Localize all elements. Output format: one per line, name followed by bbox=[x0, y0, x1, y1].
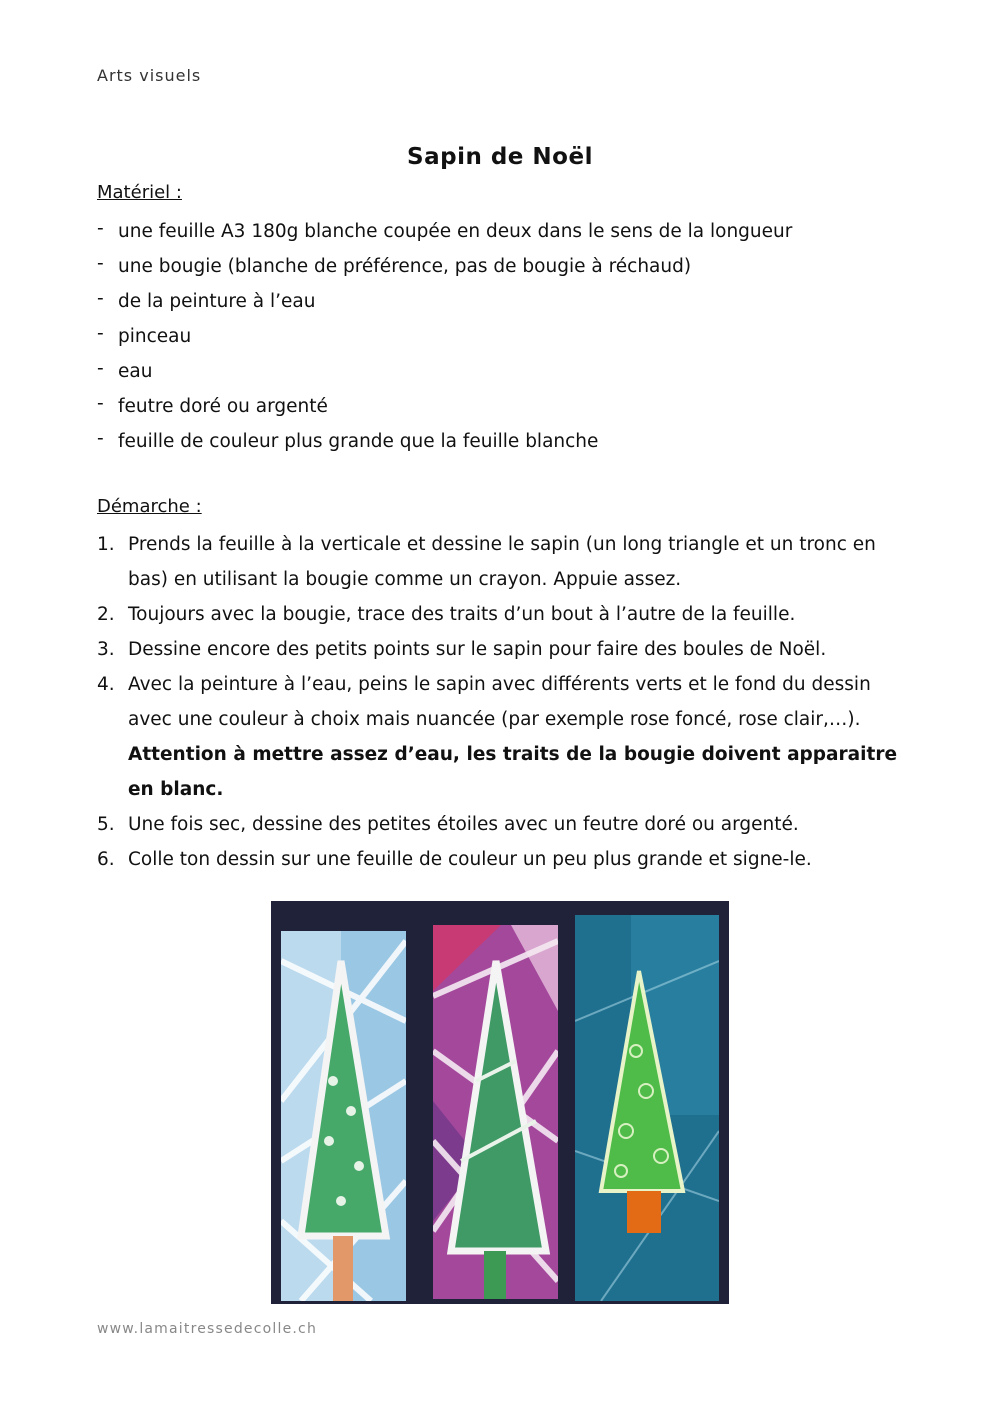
step-item: 2. Toujours avec la bougie, trace des traits d’un bout à l’autre de la feuille. bbox=[97, 604, 796, 625]
painting-teal bbox=[575, 915, 719, 1301]
list-item: - feutre doré ou argenté bbox=[97, 393, 328, 417]
step-item: 4. Avec la peinture à l’eau, peins le sapin avec différents verts et le fond du dessin avec une couleur à choix mais nuancée (par exemple rose foncé, rose clair,…). Attention à mettre assez d’eau, les traits de la bougie doivent apparaitre en blanc. bbox=[97, 667, 897, 807]
steps-list bbox=[97, 527, 897, 877]
list-item: - eau bbox=[97, 358, 153, 382]
list-item: - une bougie (blanche de préférence, pas de bougie à réchaud) bbox=[97, 253, 692, 277]
painting-purple bbox=[433, 925, 558, 1299]
step-item: 3. Dessine encore des petits points sur le sapin pour faire des boules de Noël. bbox=[97, 639, 827, 660]
artwork-photo bbox=[271, 901, 729, 1304]
list-item: - une feuille A3 180g blanche coupée en deux dans le sens de la longueur bbox=[97, 218, 793, 242]
header-label: Arts visuels bbox=[97, 66, 202, 85]
step-item: 5. Une fois sec, dessine des petites étoiles avec un feutre doré ou argenté. bbox=[97, 814, 799, 835]
page-title: Sapin de Noël bbox=[407, 144, 593, 170]
steps-heading: Démarche : bbox=[97, 496, 202, 517]
footer-url[interactable]: www.lamaitressedecolle.ch bbox=[97, 1321, 318, 1337]
warning-note: Attention à mettre assez d’eau, les traits de la bougie doivent apparaitre en blanc. bbox=[128, 744, 897, 800]
step-item: 1. Prends la feuille à la verticale et dessine le sapin (un long triangle et un tronc en bas) en utilisant la bougie comme un crayon. Appuie assez. bbox=[97, 534, 876, 590]
materials-heading: Matériel : bbox=[97, 182, 182, 203]
painting-blue bbox=[281, 931, 406, 1301]
list-item: - feuille de couleur plus grande que la feuille blanche bbox=[97, 428, 599, 452]
list-item: - pinceau bbox=[97, 323, 192, 347]
step-item: 6. Colle ton dessin sur une feuille de couleur un peu plus grande et signe-le. bbox=[97, 849, 812, 870]
materials-list bbox=[97, 214, 792, 459]
artwork-illustration bbox=[271, 901, 729, 1304]
list-item: - de la peinture à l’eau bbox=[97, 288, 316, 312]
